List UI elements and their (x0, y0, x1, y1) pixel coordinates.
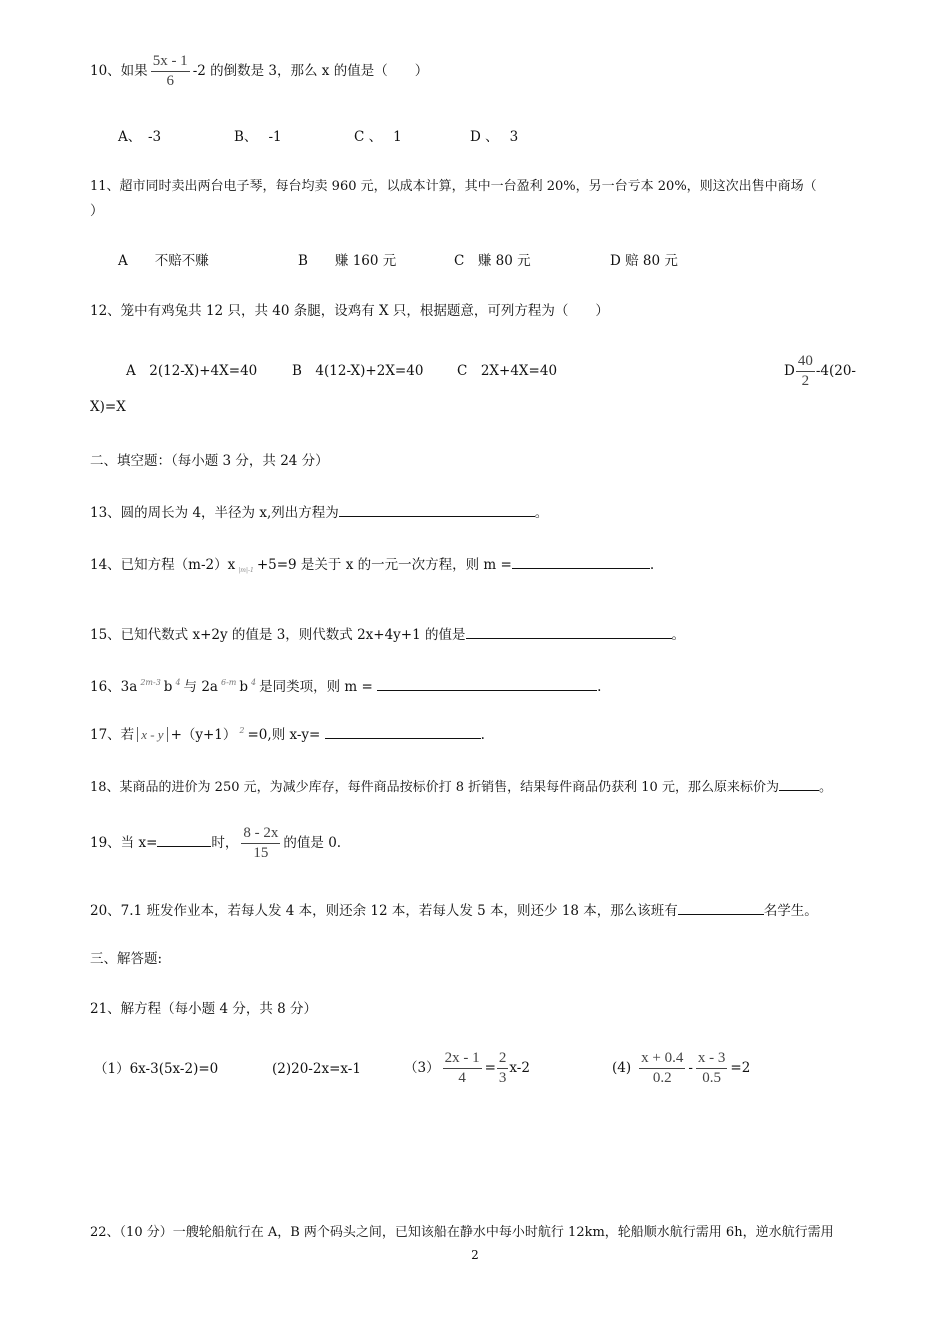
q21-part-1: （1）6x-3(5x-2)=0 (94, 1061, 219, 1077)
q10-denominator: 6 (166, 73, 174, 89)
q21-part-4-numerator-2: x - 3 (696, 1049, 728, 1069)
q21-part-3-denominator-1: 4 (458, 1070, 466, 1086)
q21-part-4-suffix: =2 (730, 1060, 751, 1076)
q18-answer-blank[interactable] (779, 776, 819, 791)
q13-text: 13、圆的周长为 4，半径为 x,列出方程为 (90, 505, 339, 521)
q12-option-d-numerator: 40 (796, 352, 815, 372)
question-16 (90, 676, 601, 698)
q17-answer-blank[interactable] (325, 724, 481, 739)
q17-text-mid2: =0,则 x-y= (247, 727, 321, 743)
q21-part-4-fraction-1 (639, 1049, 685, 1088)
q21-part-4-denominator-1: 0.2 (652, 1070, 672, 1086)
q10-option-d: D 、 3 (470, 129, 519, 145)
q21-part-4 (612, 1049, 750, 1088)
q11-option-c: C 赚 80 元 (454, 253, 531, 269)
q21-part-3-equals: = (484, 1060, 496, 1076)
q14-exponent: |m|-1 (238, 567, 254, 574)
q19-denominator: 15 (253, 845, 269, 861)
q10-suffix: -2 的倒数是 3，那么 x 的值是（ ） (192, 63, 429, 79)
q17-absolute-value: x - y (137, 727, 167, 742)
q15-suffix: 。 (671, 627, 685, 643)
q12-option-a: A 2(12-X)+4X=40 (126, 363, 258, 379)
question-11-cont: ） (90, 203, 104, 219)
question-19 (90, 824, 341, 863)
q17-exponent: 2 (239, 726, 245, 735)
q10-fraction (151, 52, 190, 91)
q16-text-1: 16、3a (90, 679, 138, 695)
q16-text-3: 与 2a (183, 679, 218, 695)
q18-text: 18、某商品的进价为 250 元，为减少库存，每件商品按标价打 8 折销售，结果每件商品仍获利 10 元，那么原来标价为 (90, 780, 779, 795)
q11-option-d: D 赔 80 元 (610, 253, 678, 269)
q16-text-4: b (239, 679, 249, 695)
q16-text-2: b (163, 679, 173, 695)
q21-part-4-numerator-1: x + 0.4 (639, 1049, 685, 1069)
q19-numerator: 8 - 2x (241, 824, 280, 844)
q20-suffix: 名学生。 (763, 903, 818, 919)
q19-answer-blank[interactable] (157, 832, 211, 847)
q19-text-mid: 时， (211, 835, 239, 851)
section-3-heading: 三、解答题: (90, 951, 163, 967)
question-22: 22、（10 分）一艘轮船航行在 A，B 两个码头之间，已知该船在静水中每小时航行 12km，轮船顺水航行需用 6h，逆水航行需用 (90, 1225, 834, 1240)
question-13 (90, 502, 548, 522)
q20-text: 20、7.1 班发作业本，若每人发 4 本，则还余 12 本，若每人发 5 本，则还少 18 本，那么该班有 (90, 903, 678, 919)
q12-option-d-cont: X)=X (90, 399, 126, 415)
q17-text-mid: +（y+1） (170, 727, 237, 743)
q11-option-a: A 不赔不赚 (118, 253, 209, 269)
q17-text: 17、若 (90, 727, 135, 743)
q15-answer-blank[interactable] (466, 624, 672, 639)
question-20 (90, 900, 818, 920)
q13-suffix: 。 (534, 505, 549, 521)
q12-option-d-label: D (784, 363, 795, 379)
q17-suffix: . (480, 727, 485, 743)
q15-text: 15、已知代数式 x+2y 的值是 3，则代数式 2x+4y+1 的值是 (90, 627, 466, 643)
q21-part-4-fraction-2 (696, 1049, 728, 1088)
question-10 (90, 52, 428, 91)
q12-option-d-denominator: 2 (801, 373, 810, 389)
q21-part-2: (2)20-2x=x-1 (272, 1061, 361, 1077)
q10-prefix: 10、如果 (90, 63, 148, 79)
q14-suffix: . (649, 557, 655, 573)
q21-part-3 (404, 1049, 530, 1088)
q21-part-3-denominator-2: 3 (498, 1070, 507, 1086)
q16-exponent-1: 2m-3 (140, 678, 161, 687)
q21-part-4-label: (4) (612, 1060, 632, 1076)
section-2-heading: 二、填空题：（每小题 3 分，共 24 分） (90, 453, 329, 469)
q10-option-c: C 、 1 (354, 129, 402, 145)
q21-part-3-fraction-2 (497, 1049, 509, 1088)
q16-exponent-4: 4 (251, 678, 257, 687)
q18-suffix: 。 (818, 780, 832, 795)
q16-suffix: . (597, 679, 602, 695)
q21-part-3-numerator-1: 2x - 1 (443, 1049, 482, 1069)
q19-fraction (241, 824, 280, 863)
q21-part-3-fraction-1 (443, 1049, 482, 1088)
q21-part-3-numerator-2: 2 (497, 1049, 509, 1069)
q10-option-b: B、 -1 (234, 129, 282, 145)
q20-answer-blank[interactable] (678, 900, 764, 915)
q19-text: 19、当 x= (90, 835, 158, 851)
q12-option-d-suffix: -4(20- (815, 363, 856, 379)
q16-exponent-2: 4 (175, 678, 181, 687)
question-18 (90, 776, 832, 797)
q10-option-a: A、 -3 (118, 129, 162, 145)
question-21-title: 21、解方程（每小题 4 分，共 8 分） (90, 1001, 318, 1017)
q16-answer-blank[interactable] (377, 676, 597, 691)
q12-option-d (784, 352, 856, 391)
q21-part-4-denominator-2: 0.5 (702, 1070, 722, 1086)
q11-option-b: B 赚 160 元 (298, 253, 397, 269)
question-12: 12、笼中有鸡兔共 12 只，共 40 条腿，设鸡有 X 只，根据题意，可列方程为（ ） (90, 303, 609, 319)
q12-option-d-fraction (796, 352, 815, 391)
q14-text: 14、已知方程（m-2）x (90, 557, 236, 573)
q10-numerator: 5x - 1 (151, 52, 190, 72)
q13-answer-blank[interactable] (339, 502, 535, 517)
question-14 (90, 554, 654, 577)
question-17 (90, 724, 485, 746)
q14-text-mid: +5=9 是关于 x 的一元一次方程，则 m = (256, 557, 512, 573)
q21-part-3-suffix: x-2 (509, 1060, 530, 1076)
q21-part-4-minus: - (688, 1060, 693, 1076)
q16-exponent-3: 6-m (220, 678, 237, 687)
question-11: 11、超市同时卖出两台电子琴，每台均卖 960 元，以成本计算，其中一台盈利 20%，另一台亏本 20%，则这次出售中商场（ (90, 179, 817, 194)
q16-text-5: 是同类项，则 m = (259, 679, 373, 695)
page-number: 2 (471, 1248, 479, 1262)
q12-option-c: C 2X+4X=40 (457, 363, 558, 379)
q12-option-b: B 4(12-X)+2X=40 (292, 363, 424, 379)
q14-answer-blank[interactable] (512, 554, 650, 569)
q21-part-3-label: （3） (404, 1060, 440, 1076)
question-15 (90, 624, 685, 644)
q19-suffix: 的值是 0. (283, 835, 342, 851)
